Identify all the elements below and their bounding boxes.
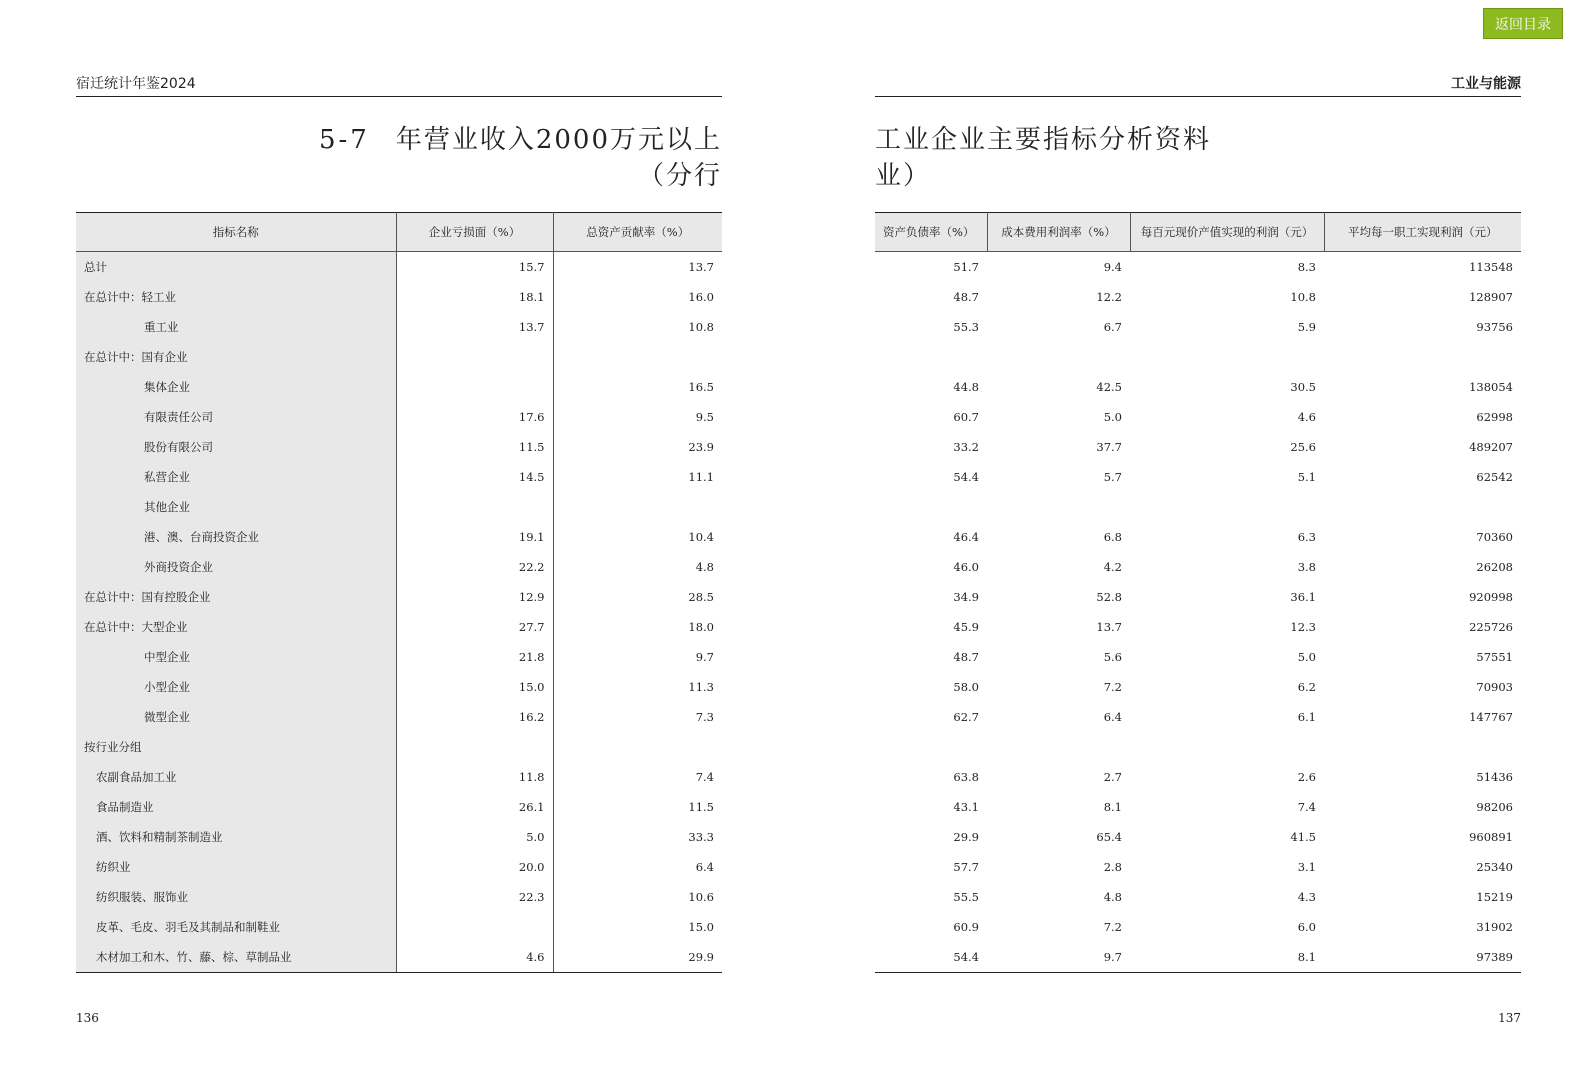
profit-per-100-cell — [1130, 492, 1324, 522]
table-row — [76, 882, 722, 912]
cost-profit-cell: 6.8 — [1103, 530, 1122, 544]
profit-per-worker-cell: 97389 — [1324, 942, 1521, 973]
cost-profit-cell — [987, 492, 1130, 522]
profit-per-100-cell: 6.0 — [1297, 920, 1316, 934]
profit-per-worker-cell: 15219 — [1476, 890, 1513, 904]
profit-per-worker-cell — [1324, 732, 1521, 762]
table-row — [76, 762, 722, 792]
debt-ratio-cell: 43.1 — [953, 800, 979, 814]
debt-ratio-cell — [875, 492, 987, 522]
profit-per-worker-cell: 113548 — [1469, 260, 1513, 274]
asset-contribution-cell: 29.9 — [553, 942, 722, 973]
header-asset-contribution: 总资产贡献率（%） — [553, 213, 722, 252]
asset-contribution-cell: 10.8 — [688, 320, 714, 334]
asset-contribution-cell — [553, 492, 722, 522]
table-row — [76, 342, 722, 372]
profit-per-worker-cell: 960891 — [1469, 830, 1513, 844]
row-name: 中型企业 — [76, 642, 396, 672]
asset-contribution-cell: 6.4 — [695, 860, 714, 874]
debt-ratio-cell: 62.7 — [953, 710, 979, 724]
row-name: 按行业分组 — [76, 732, 396, 762]
row-name: 其他企业 — [76, 492, 396, 522]
profit-per-100-cell — [1130, 342, 1324, 372]
cost-profit-cell: 8.1 — [1103, 800, 1122, 814]
profit-per-100-cell: 8.1 — [1130, 942, 1324, 973]
debt-ratio-cell: 46.0 — [953, 560, 979, 574]
table-row — [76, 312, 722, 342]
debt-ratio-cell: 48.7 — [953, 650, 979, 664]
header-debt-ratio: 资产负债率（%） — [875, 213, 987, 252]
data-table-right — [875, 212, 1521, 973]
table-header-row — [76, 213, 722, 252]
loss-rate-cell: 27.7 — [396, 612, 553, 642]
row-name: 在总计中：大型企业 — [76, 612, 396, 642]
cost-profit-cell — [987, 732, 1130, 762]
debt-ratio-cell: 54.4 — [875, 942, 987, 973]
table-row — [875, 642, 1521, 672]
table-row — [76, 282, 722, 312]
header-profit-per-100: 每百元现价产值实现的利润（元） — [1130, 213, 1324, 252]
debt-ratio-cell: 45.9 — [953, 620, 979, 634]
loss-rate-cell: 11.8 — [396, 762, 553, 792]
profit-per-worker-cell: 128907 — [1469, 290, 1513, 304]
asset-contribution-cell: 15.0 — [688, 920, 714, 934]
debt-ratio-cell: 60.7 — [953, 410, 979, 424]
table-row — [76, 462, 722, 492]
profit-per-worker-cell: 62998 — [1476, 410, 1513, 424]
cost-profit-cell: 9.4 — [1103, 260, 1122, 274]
cost-profit-cell: 12.2 — [1096, 290, 1122, 304]
asset-contribution-cell: 11.1 — [688, 470, 714, 484]
table-row — [76, 552, 722, 582]
right-page — [875, 0, 1521, 1077]
profit-per-worker-cell: 98206 — [1476, 800, 1513, 814]
table-row — [76, 672, 722, 702]
profit-per-worker-cell: 138054 — [1469, 380, 1513, 394]
table-row — [875, 342, 1521, 372]
cost-profit-cell: 5.6 — [1103, 650, 1122, 664]
title-left-line2: （分行 — [637, 161, 722, 191]
header-indicator-name: 指标名称 — [76, 213, 396, 252]
cost-profit-cell: 2.8 — [1103, 860, 1122, 874]
table-row — [76, 732, 722, 762]
title-right-line2: 业） — [875, 161, 932, 191]
cost-profit-cell: 2.7 — [1103, 770, 1122, 784]
row-name: 农副食品加工业 — [76, 762, 396, 792]
row-name: 集体企业 — [76, 372, 396, 402]
loss-rate-cell: 21.8 — [396, 642, 553, 672]
title-left-line1 — [76, 122, 722, 158]
row-name: 私营企业 — [76, 462, 396, 492]
asset-contribution-cell: 9.7 — [695, 650, 714, 664]
row-name: 在总计中：轻工业 — [76, 282, 396, 312]
table-row — [875, 462, 1521, 492]
profit-per-100-cell — [1130, 732, 1324, 762]
row-name: 有限责任公司 — [76, 402, 396, 432]
loss-rate-cell — [396, 372, 553, 402]
asset-contribution-cell: 33.3 — [688, 830, 714, 844]
profit-per-worker-cell: 70360 — [1476, 530, 1513, 544]
header-cost-profit-ratio: 成本费用利润率（%） — [987, 213, 1130, 252]
profit-per-100-cell: 8.3 — [1297, 260, 1316, 274]
profit-per-100-cell: 5.9 — [1297, 320, 1316, 334]
loss-rate-cell: 12.9 — [396, 582, 553, 612]
row-name: 木材加工和木、竹、藤、棕、草制品业 — [76, 942, 396, 973]
header-profit-per-worker: 平均每一职工实现利润（元） — [1324, 213, 1521, 252]
asset-contribution-cell — [553, 342, 722, 372]
debt-ratio-cell: 58.0 — [953, 680, 979, 694]
table-row — [875, 702, 1521, 732]
table-row — [76, 432, 722, 462]
profit-per-worker-cell: 62542 — [1476, 470, 1513, 484]
loss-rate-cell: 15.7 — [396, 252, 553, 283]
table-row — [875, 372, 1521, 402]
table-row — [875, 912, 1521, 942]
cost-profit-cell: 65.4 — [1096, 830, 1122, 844]
profit-per-100-cell: 5.1 — [1297, 470, 1316, 484]
loss-rate-cell: 17.6 — [396, 402, 553, 432]
row-name: 小型企业 — [76, 672, 396, 702]
table-row — [76, 522, 722, 552]
table-row — [76, 702, 722, 732]
cost-profit-cell: 7.2 — [1103, 920, 1122, 934]
profit-per-worker-cell — [1324, 492, 1521, 522]
cost-profit-cell: 6.7 — [1103, 320, 1122, 334]
table-row — [875, 402, 1521, 432]
row-name: 在总计中：国有企业 — [76, 342, 396, 372]
profit-per-worker-cell: 70903 — [1476, 680, 1513, 694]
profit-per-worker-cell: 93756 — [1476, 320, 1513, 334]
loss-rate-cell: 20.0 — [396, 852, 553, 882]
table-row — [875, 432, 1521, 462]
loss-rate-cell: 4.6 — [396, 942, 553, 973]
table-row — [76, 402, 722, 432]
table-row — [76, 822, 722, 852]
table-row — [875, 582, 1521, 612]
asset-contribution-cell: 16.0 — [688, 290, 714, 304]
loss-rate-cell: 22.3 — [396, 882, 553, 912]
loss-rate-cell — [396, 912, 553, 942]
loss-rate-cell: 15.0 — [396, 672, 553, 702]
row-name: 纺织业 — [76, 852, 396, 882]
loss-rate-cell: 22.2 — [396, 552, 553, 582]
profit-per-100-cell: 41.5 — [1290, 830, 1316, 844]
debt-ratio-cell — [875, 732, 987, 762]
table-row — [875, 522, 1521, 552]
cost-profit-cell: 37.7 — [1096, 440, 1122, 454]
row-name: 食品制造业 — [76, 792, 396, 822]
debt-ratio-cell: 48.7 — [953, 290, 979, 304]
table-row — [875, 312, 1521, 342]
table-row — [875, 732, 1521, 762]
table-row — [76, 642, 722, 672]
cost-profit-cell: 6.4 — [1103, 710, 1122, 724]
profit-per-worker-cell: 489207 — [1469, 440, 1513, 454]
debt-ratio-cell: 29.9 — [953, 830, 979, 844]
profit-per-100-cell: 6.2 — [1297, 680, 1316, 694]
table-row — [875, 942, 1521, 973]
asset-contribution-cell: 9.5 — [695, 410, 714, 424]
row-name: 纺织服装、服饰业 — [76, 882, 396, 912]
asset-contribution-cell: 13.7 — [688, 260, 714, 274]
table-row — [76, 942, 722, 973]
book-title: 宿迁统计年鉴2024 — [76, 75, 722, 97]
asset-contribution-cell: 16.5 — [688, 380, 714, 394]
row-name: 港、澳、台商投资企业 — [76, 522, 396, 552]
loss-rate-cell — [396, 342, 553, 372]
page-number-left: 136 — [76, 1011, 99, 1025]
table-title-left — [76, 122, 722, 194]
table-row — [875, 612, 1521, 642]
row-name: 在总计中：国有控股企业 — [76, 582, 396, 612]
table-row — [76, 612, 722, 642]
asset-contribution-cell: 23.9 — [688, 440, 714, 454]
table-row — [76, 372, 722, 402]
loss-rate-cell: 5.0 — [396, 822, 553, 852]
debt-ratio-cell: 44.8 — [953, 380, 979, 394]
row-name: 微型企业 — [76, 702, 396, 732]
asset-contribution-cell: 10.4 — [688, 530, 714, 544]
profit-per-worker-cell: 920998 — [1469, 590, 1513, 604]
table-number: 5-7 — [318, 125, 370, 155]
profit-per-100-cell: 36.1 — [1290, 590, 1316, 604]
table-row — [875, 672, 1521, 702]
left-page — [76, 0, 722, 1077]
row-name: 重工业 — [76, 312, 396, 342]
debt-ratio-cell: 55.3 — [953, 320, 979, 334]
table-row — [875, 282, 1521, 312]
loss-rate-cell: 19.1 — [396, 522, 553, 552]
loss-rate-cell: 14.5 — [396, 462, 553, 492]
profit-per-worker-cell: 31902 — [1476, 920, 1513, 934]
profit-per-100-cell: 3.8 — [1297, 560, 1316, 574]
asset-contribution-cell: 11.5 — [688, 800, 714, 814]
profit-per-100-cell: 6.1 — [1297, 710, 1316, 724]
cost-profit-cell: 42.5 — [1096, 380, 1122, 394]
table-row — [875, 252, 1521, 283]
row-name: 总计 — [76, 252, 396, 283]
debt-ratio-cell: 34.9 — [953, 590, 979, 604]
debt-ratio-cell: 33.2 — [953, 440, 979, 454]
back-to-contents-button[interactable]: 返回目录 — [1483, 8, 1563, 39]
table-header-row — [875, 213, 1521, 252]
debt-ratio-cell: 57.7 — [953, 860, 979, 874]
table-row — [875, 882, 1521, 912]
loss-rate-cell — [396, 732, 553, 762]
asset-contribution-cell: 11.3 — [688, 680, 714, 694]
table-row — [875, 492, 1521, 522]
cost-profit-cell: 4.8 — [1103, 890, 1122, 904]
table-row — [76, 792, 722, 822]
page-number-right: 137 — [1498, 1011, 1521, 1025]
debt-ratio-cell — [875, 342, 987, 372]
profit-per-100-cell: 30.5 — [1290, 380, 1316, 394]
profit-per-100-cell: 10.8 — [1290, 290, 1316, 304]
row-name: 股份有限公司 — [76, 432, 396, 462]
table-row — [875, 852, 1521, 882]
debt-ratio-cell: 60.9 — [953, 920, 979, 934]
profit-per-100-cell: 6.3 — [1297, 530, 1316, 544]
asset-contribution-cell: 7.4 — [695, 770, 714, 784]
title-right-line1: 工业企业主要指标分析资料 — [875, 125, 1212, 155]
loss-rate-cell: 13.7 — [396, 312, 553, 342]
profit-per-100-cell: 25.6 — [1290, 440, 1316, 454]
asset-contribution-cell: 28.5 — [688, 590, 714, 604]
debt-ratio-cell: 51.7 — [953, 260, 979, 274]
cost-profit-cell: 5.0 — [1103, 410, 1122, 424]
table-row — [76, 912, 722, 942]
debt-ratio-cell: 54.4 — [953, 470, 979, 484]
loss-rate-cell — [396, 492, 553, 522]
profit-per-100-cell: 4.3 — [1297, 890, 1316, 904]
asset-contribution-cell — [553, 732, 722, 762]
debt-ratio-cell: 63.8 — [953, 770, 979, 784]
cost-profit-cell: 13.7 — [1096, 620, 1122, 634]
cost-profit-cell: 5.7 — [1103, 470, 1122, 484]
cost-profit-cell: 4.2 — [1103, 560, 1122, 574]
profit-per-worker-cell: 147767 — [1469, 710, 1513, 724]
row-name: 酒、饮料和精制茶制造业 — [76, 822, 396, 852]
title-left-text1: 年营业收入2000万元以上 — [395, 125, 722, 155]
profit-per-100-cell: 12.3 — [1290, 620, 1316, 634]
table-row — [875, 762, 1521, 792]
table-row — [76, 252, 722, 283]
loss-rate-cell: 18.1 — [396, 282, 553, 312]
profit-per-worker-cell: 26208 — [1476, 560, 1513, 574]
asset-contribution-cell: 7.3 — [695, 710, 714, 724]
row-name: 外商投资企业 — [76, 552, 396, 582]
profit-per-100-cell: 4.6 — [1297, 410, 1316, 424]
table-row — [76, 492, 722, 522]
cost-profit-cell: 52.8 — [1096, 590, 1122, 604]
table-row — [76, 852, 722, 882]
asset-contribution-cell: 18.0 — [688, 620, 714, 634]
table-row — [875, 552, 1521, 582]
cost-profit-cell — [987, 342, 1130, 372]
table-row — [875, 792, 1521, 822]
profit-per-100-cell: 3.1 — [1297, 860, 1316, 874]
asset-contribution-cell: 10.6 — [688, 890, 714, 904]
table-title-right — [875, 122, 1375, 194]
row-name: 皮革、毛皮、羽毛及其制品和制鞋业 — [76, 912, 396, 942]
data-table-left — [76, 212, 722, 973]
section-title: 工业与能源 — [875, 75, 1521, 97]
profit-per-worker-cell: 51436 — [1476, 770, 1513, 784]
loss-rate-cell: 11.5 — [396, 432, 553, 462]
asset-contribution-cell: 4.8 — [695, 560, 714, 574]
profit-per-worker-cell: 225726 — [1469, 620, 1513, 634]
cost-profit-cell: 9.7 — [987, 942, 1130, 973]
loss-rate-cell: 16.2 — [396, 702, 553, 732]
loss-rate-cell: 26.1 — [396, 792, 553, 822]
profit-per-worker-cell — [1324, 342, 1521, 372]
cost-profit-cell: 7.2 — [1103, 680, 1122, 694]
header-loss-rate: 企业亏损面（%） — [396, 213, 553, 252]
profit-per-100-cell: 7.4 — [1297, 800, 1316, 814]
table-row — [875, 822, 1521, 852]
debt-ratio-cell: 55.5 — [953, 890, 979, 904]
profit-per-100-cell: 5.0 — [1297, 650, 1316, 664]
table-row — [76, 582, 722, 612]
profit-per-100-cell: 2.6 — [1297, 770, 1316, 784]
debt-ratio-cell: 46.4 — [953, 530, 979, 544]
profit-per-worker-cell: 57551 — [1476, 650, 1513, 664]
profit-per-worker-cell: 25340 — [1476, 860, 1513, 874]
